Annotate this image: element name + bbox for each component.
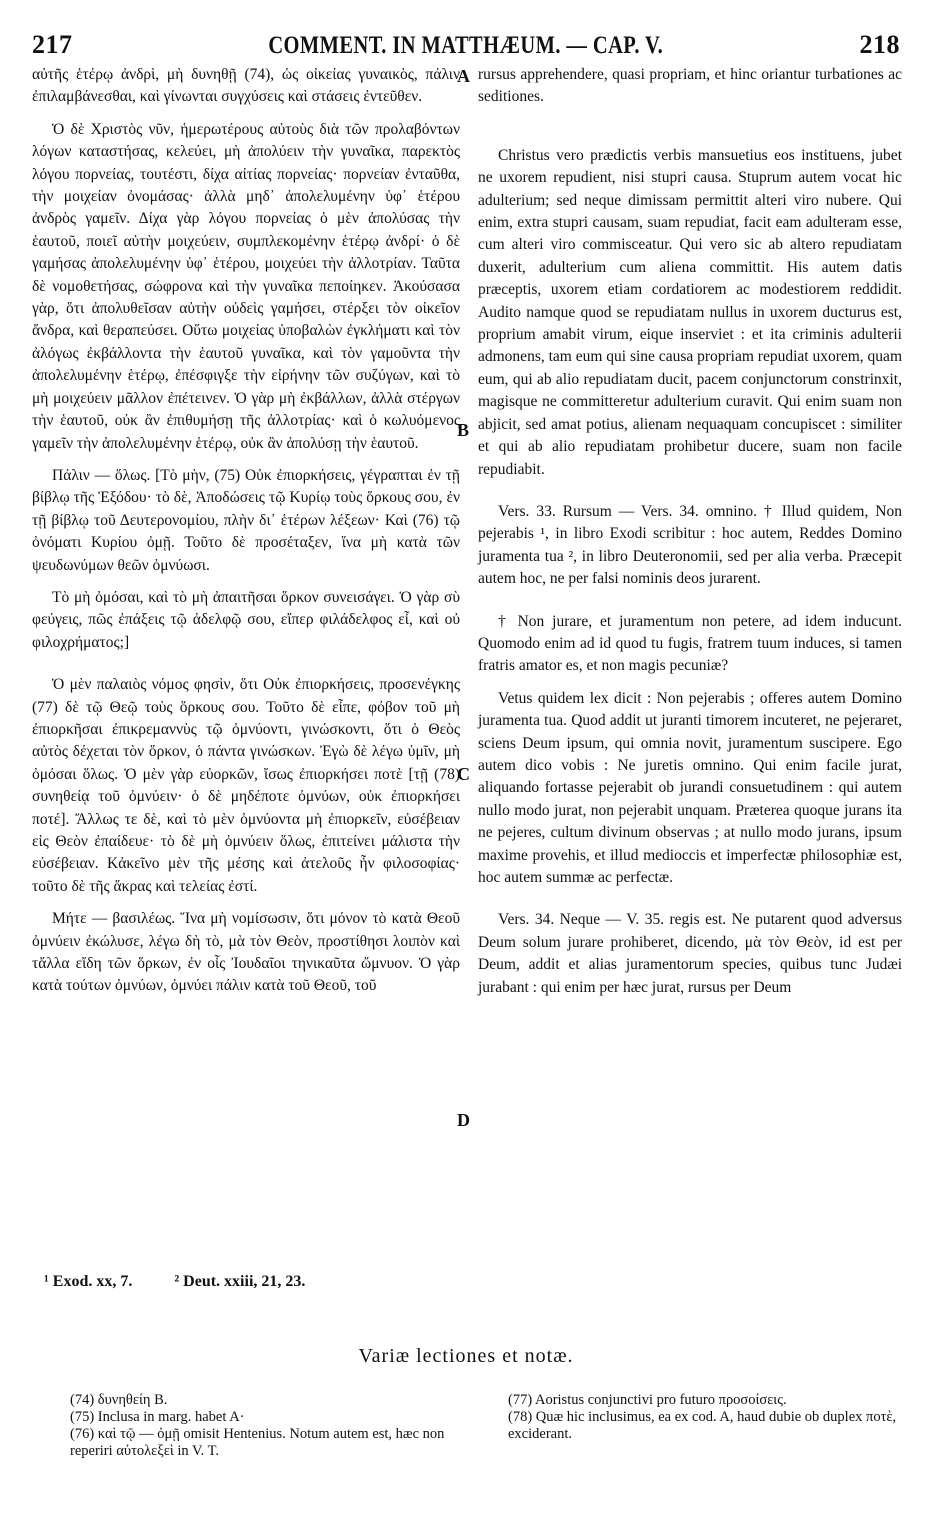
note: (75) Inclusa in marg. habet A· [70,1409,245,1425]
greek-paragraph: Ὁ μὲν παλαιὸς νόμος φησὶν, ὅτι Οὐκ ἐπιορκήσεις, προσενέγκης (77) δὲ τῷ Θεῷ τοὺς ὅρκους σου. Τοῦτο δὲ εἶπε, φόβον τοῦ μὴ ἐπιορκῆσαι ἐπικρεμαννὺς τῷ ὀμνύοντι, γινώσκοντι, ὅτι ὁ Θεὸς αὐτὸς δέχεται τὸν ὅρκον, ὁ πάντα γινώσκων. Ἐγὼ δὲ λέγω ὑμῖν, μὴ ὀμόσαι ὅλως. Ὁ μὲν γὰρ εὐορκῶν, ἴσως ἐπιορκήσει ποτὲ [τῇ (78) συνηθείᾳ τοῦ ὀμνύειν· ὁ δὲ μηδέποτε ὀμνύων, οὐκ ἐπιορκήσει ποτέ]. Ἄλλως τε δὲ, καὶ τὸ μὲν ὀμνύοντα μὴ ἐπιορκεῖν, εὐσέβειαν εἰς Θεὸν ἐπαίδευε· τὸ δὲ μὴ ὀμνύειν ὅλως, ἐπιτείνει μάλιστα τὴν εὐσέβειαν. Κἀκεῖνο μὲν τῆς μέσης καὶ ἀτελοῦς ἦν φιλοσοφίας· τοῦτο δὲ τῆς ἄκρας καὶ τελείας ἐστί. [32,676,460,895]
greek-paragraph: Μήτε — βασιλέως. Ἵνα μὴ νομίσωσιν, ὅτι μόνον τὸ κατὰ Θεοῦ ὀμνύειν ἐκώλυσε, λέγω δὴ τὸ, μὰ τὸν Θεὸν, προστίθησι λοιπὸν καὶ τἄλλα εἴδη τῶν ὅρκων, ἐν οἷς Ἰουδαῖοι τηνικαῦτα ὤμνυον. Ὁ γὰρ κατὰ τούτων ὀμνύων, ὀμνύει πάλιν κατὰ τοῦ Θεοῦ, τοῦ [32,910,460,995]
margin-letter-d: D [457,1110,470,1130]
latin-paragraph: Christus vero prædictis verbis mansuetius eos instituens, jubet ne uxorem repudient, nisi stupri causa. Stuprum autem vocat hic adulterium; sed neque dimissam permittit alteri viro nubere. Qui enim, extra stupri causam, suam repudiat, facit eam adulteram esse, cum alteri viro commisceatur. Qui vero sic ab altero repudiatam duxerit, adulterium cum aliena committit. His autem datis præceptis, uxorem etiam cordatiorem ac modestiorem reddidit. Audito namque quod se repudiatam nullus in uxorem ducturus est, proprium amabit virum, eique inserviet : et ita criminis adulterii admonens, tam eum qui sine causa propriam repudiat uxorem, quam eum, qui ab alio repudiatam ducit, pacem conjunctorum constrinxit, magisque ne committeretur adulterium curavit. Qui enim suam non abjicit, sed amat potius, alienam nequaquam concupiscet : similiter et qui ab alio repudiatam prohibetur ducere, suam non facile repudiabit. [478,146,902,478]
note: (76) καὶ τῷ — ὀμῇ omisit Hentenius. Notum autem est, hæc non reperiri αὐτολεξεὶ in V. T. [70,1426,445,1459]
greek-paragraph: Τὸ μὴ ὀμόσαι, καὶ τὸ μὴ ἀπαιτῆσαι ὅρκον συνεισάγει. Ὁ γὰρ σὺ φεύγεις, πῶς ἐπάξεις τῷ ἀδελφῷ σου, εἴπερ φιλάδελφος εἶ, καὶ οὐ φιλοχρήματος;] [32,588,460,651]
greek-paragraph: αὐτῆς ἑτέρῳ ἀνδρὶ, μὴ δυνηθῇ (74), ὡς οἰκείας γυναικὸς, πάλιν ἐπιλαμβάνεσθαι, καὶ γίνωνται συγχύσεις καὶ στάσεις ἐντεῦθεν. [32,66,460,106]
margin-letter-c: C [457,764,470,784]
footnote: ¹ Exod. xx, 7. [44,1273,133,1290]
left-page-number: 217 [32,30,73,59]
latin-paragraph: Vetus quidem lex dicit : Non pejerabis ; offeres autem Domino juramenta tua. Quod addit ut juranti timorem incuteret, ne pejeraret, sciens Deum ipsum, qui omnia novit, juramentum suscipere. Ego autem dico vobis : Ne juretis omnino. Qui enim facile jurat, aliquando fortasse pejerabit ob jurandi consuetudinem : qui autem nullo modo jurat, non pejerabit unquam. Præterea quoque jurans ita ne pejeres, cultum divinum observas ; at nullo modo jurans, ipsum maxime provehis, et illud medioccis et imperfectæ philosophiæ est, hoc autem summæ ac perfectæ. [478,689,902,886]
footnotes [44,1273,343,1291]
footnote: ² Deut. xxiii, 21, 23. [174,1273,306,1290]
note: (77) Aoristus conjunctivi pro futuro προσοίσεις. [508,1392,787,1408]
variae-title: Variæ lectiones et notæ. [358,1345,574,1367]
latin-paragraph: Vers. 34. Neque — V. 35. regis est. Ne putarent quod adversus Deum solum jurare prohiberet, dicendo, μὰ τὸν Θεὸν, id est per Deum, addit et alias juramentorum species, quibus tunc Judæi jurabant : qui enim per hæc jurat, rursus per Deum [478,911,902,996]
latin-paragraph: † Non jurare, et juramentum non petere, ad idem inducunt. Quomodo enim ad id quod tu fugis, fratrem tuum induces, si tamen fratris amator es, et non magis pecuniæ? [478,612,902,675]
running-title: COMMENT. IN MATTHÆUM. — CAP. V. [268,32,664,59]
note: (74) δυνηθείη B. [70,1392,168,1408]
page-header [32,30,900,64]
note: (78) Quæ hic inclusimus, ea ex cod. A, haud dubie ob duplex ποτὲ, exciderant. [508,1409,897,1442]
notes-right [508,1392,906,1443]
greek-paragraph: Πάλιν — ὅλως. [Τὸ μὴν, (75) Οὐκ ἐπιορκήσεις, γέγραπται ἐν τῇ βίβλῳ τῆς Ἐξόδου· τὸ δὲ, Ἀποδώσεις τῷ Κυρίῳ τοὺς ὅρκους σου, ἐν τῇ βίβλῳ τοῦ Δευτερονομίου, πλὴν δι᾽ ἑτέρων λέξεων· Καὶ (76) τῷ ὀνόματι Κυρίου ὀμῇ. Τοῦτο δὲ προσέταξεν, ἵνα μὴ κατὰ τῶν ψευδωνύμων θεῶν ὀμνύωσι. [32,466,460,574]
notes-left [70,1392,470,1460]
greek-paragraph: Ὁ δὲ Χριστὸς νῦν, ἡμερωτέρους αὐτοὺς διὰ τῶν προλαβόντων λόγων καταστήσας, κελεύει, μὴ ἀπολύειν τὴν γυναῖκα, παρεκτὸς λόγου πορνείας, τουτέστι, δίχα αἰτίας πορνείας· πορνείαν ἐνταῦθα, τὴν μοιχείαν ὀνομάσας· ἀλλὰ μηδ᾽ ἀπολελυμένην ὑφ᾽ ἑτέρου ἀνδρὸς γαμεῖν. Δίχα γὰρ λόγου πορνείας ὁ μὲν ἀπολύσας τὴν ἑαυτοῦ, ποιεῖ αὐτὴν μοιχεύειν, συμπλεκομένην ἑτέρῳ ἀνδρί· ὁ δὲ γαμήσας ἀπολελυμένην ὑφ᾽ ἑτέρου, μοιχεύει τὴν ἀλλοτρίαν. Ταῦτα δὲ νομοθετήσας, σώφρονα καὶ τὴν γυναῖκα πεποίηκεν. Ἀκούσασα γὰρ, ὅτι ἀπολυθεῖσαν αὐτὴν οὐδεὶς γαμήσει, στέρξει τὸν οἰκεῖον ἄνδρα, καὶ θεραπεύσει. Οὕτω μοιχείας ὑποβαλὼν ἐγκλήματι καὶ τὸν ἀλόγως ἐκβάλλοντα τὴν ἑαυτοῦ γυναῖκα, καὶ τὸν γαμοῦντα τὴν ἀπολελυμένην ἑτέρῳ, ἐπέσφιγξε τὴν εἰρήνην τῶν συζύγων, καὶ τὸ μὴ μοιχεύειν μᾶλλον ἐπέτεινεν. Ὁ γὰρ μὴ ἐκβάλλων, ἀλλὰ στέργων τὴν ἑαυτοῦ, οὐκ ἂν ἐπιθυμήσῃ τῆς ἀλλοτρίας· καὶ ὁ κωλυόμενος γαμεῖν τὴν ἀπολελυμένην ἑτέρῳ, οὐκ ἂν ἀπολύσῃ τὴν ἑαυτοῦ. [32,120,460,452]
margin-letter-b: B [457,420,470,440]
greek-column [32,64,460,1008]
margin-letter-a: A [457,66,470,86]
latin-paragraph: rursus apprehendere, quasi propriam, et hinc oriantur turbationes ac seditiones. [478,66,902,106]
latin-column [478,64,902,1009]
latin-paragraph: Vers. 33. Rursum — Vers. 34. omnino. † Illud quidem, Non pejerabis ¹, in libro Exodi scribitur : hoc autem, Reddes Domino juramenta tua ², in libro Deuteronomii, sed per alia verba. Præcepit autem hoc, ne per falsi nominis deos jurarent. [478,502,902,588]
right-page-number: 218 [859,30,900,59]
